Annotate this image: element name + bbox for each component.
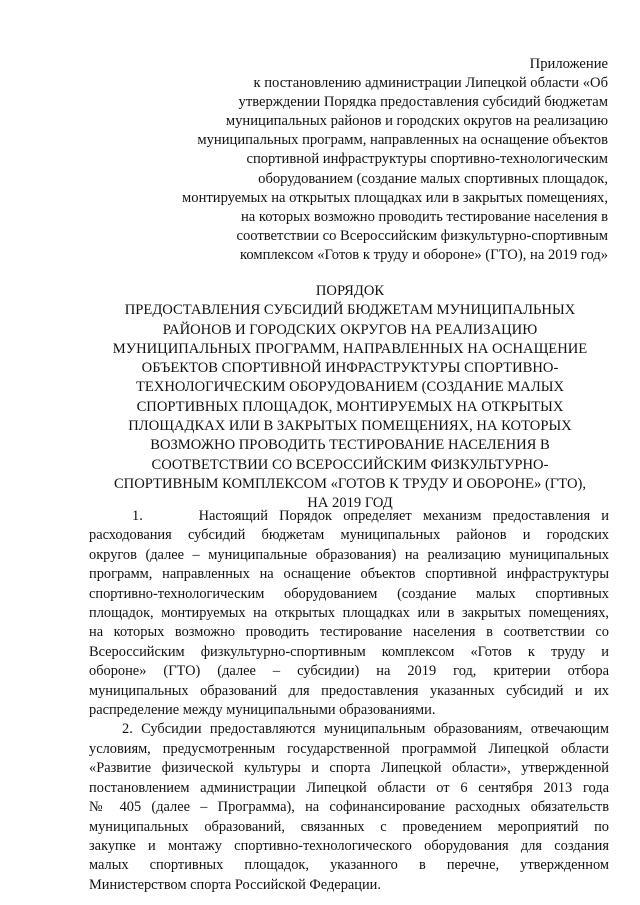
appendix-line: на которых возможно проводить тестирование населения в xyxy=(240,208,608,225)
appendix-line: комплексом «Готов к труду и обороне» (ГТО), на 2019 год» xyxy=(239,246,608,263)
paragraph-line: 1. Настоящий Порядок определяет механизм предоставления и xyxy=(132,508,609,524)
appendix-line: утверждении Порядка предоставления субсидий бюджетам xyxy=(238,94,608,111)
title-line: НА 2019 ГОД xyxy=(307,495,393,512)
paragraph-line: Всероссийским физкультурно-спортивным комплексом «Готов к труду и xyxy=(89,643,609,660)
paragraph-line: закупке и монтажу спортивно-технологического оборудования для создания xyxy=(89,837,609,854)
appendix-line: муниципальных программ, направленных на оснащение объектов xyxy=(197,132,608,149)
paragraph-line: муниципальных образований для предоставления указанных субсидий и их xyxy=(89,682,609,699)
paragraph-line: Министерством спорта Российской Федерации. xyxy=(89,876,381,893)
title-line: СПОРТИВНЫМ КОМПЛЕКСОМ «ГОТОВ К ТРУДУ И ОБОРОНЕ» (ГТО), xyxy=(113,475,587,492)
appendix-header xyxy=(150,55,608,265)
appendix-line: спортивной инфраструктуры спортивно-технологическим xyxy=(246,151,608,168)
paragraph-line: 2. Субсидии предоставляются муниципальным образованиям, отвечающим xyxy=(122,721,609,738)
title-line: ВОЗМОЖНО ПРОВОДИТЬ ТЕСТИРОВАНИЕ НАСЕЛЕНИЯ В xyxy=(150,437,550,454)
title-line: СПОРТИВНЫХ ПЛОЩАДОК, МОНТИРУЕМЫХ НА ОТКРЫТЫХ xyxy=(136,398,564,415)
paragraph-line: площадок, монтируемых на открытых площадках или в закрытых помещениях, xyxy=(89,605,609,622)
paragraph-line: обороне» (ГТО) (далее – субсидии) на 2019 год, критерии отбора xyxy=(89,663,609,680)
paragraph-2 xyxy=(89,720,609,895)
title-line: СООТВЕТСТВИИ СО ВСЕРОССИЙСКИМ ФИЗКУЛЬТУРНО- xyxy=(151,456,549,473)
appendix-line: Приложение xyxy=(529,56,608,72)
paragraph-line: № 405 (далее – Программа), на софинансирование расходных обязательств xyxy=(89,799,609,816)
paragraph-line: программ, направленных на оснащение объектов спортивной инфраструктуры xyxy=(89,566,609,583)
title-line: МУНИЦИПАЛЬНЫХ ПРОГРАММ, НАПРАВЛЕННЫХ НА ОСНАЩЕНИЕ xyxy=(112,340,588,357)
appendix-line: муниципальных районов и городских округов на реализацию xyxy=(225,113,608,130)
title-line: ТЕХНОЛОГИЧЕСКИМ ОБОРУДОВАНИЕМ (СОЗДАНИЕ МАЛЫХ xyxy=(136,379,564,396)
paragraph-line: условиям, предусмотренным государственной программой Липецкой области xyxy=(89,740,609,757)
paragraph-line: «Развитие физической культуры и спорта Липецкой области», утвержденной xyxy=(89,760,609,777)
paragraph-line: спортивно-технологическим оборудованием (создание малых спортивных xyxy=(89,585,609,602)
paragraph-line: на которых возможно проводить тестирование населения в соответствии со xyxy=(89,624,609,641)
document-title xyxy=(86,282,614,514)
paragraph-line: округов (далее – муниципальные образования) на реализацию муниципальных xyxy=(89,546,609,563)
appendix-line: к постановлению администрации Липецкой области «Об xyxy=(253,75,608,92)
title-line: ПОРЯДОК xyxy=(315,283,385,299)
paragraph-line: постановлением администрации Липецкой области от 6 сентября 2013 года xyxy=(89,779,609,796)
title-line: ПРЕДОСТАВЛЕНИЯ СУБСИДИЙ БЮДЖЕТАМ МУНИЦИПАЛЬНЫХ xyxy=(124,302,576,319)
appendix-line: соответствии со Всероссийским физкультурно-спортивным xyxy=(236,227,608,244)
document-body xyxy=(89,507,609,895)
paragraph-line: муниципальных образований, связанных с проведением мероприятий по xyxy=(89,818,609,835)
title-line: РАЙОНОВ И ГОРОДСКИХ ОКРУГОВ НА РЕАЛИЗАЦИЮ xyxy=(162,321,538,338)
title-line: ОБЪЕКТОВ СПОРТИВНОЙ ИНФРАСТРУКТУРЫ СПОРТИВНО- xyxy=(141,360,559,377)
paragraph-line: распределение между муниципальными образованиями. xyxy=(89,702,436,719)
paragraph-line: расходования субсидий бюджетам муниципальных районов и городских xyxy=(89,527,609,544)
paragraph-line: малых спортивных площадок, указанного в перечне, утвержденном xyxy=(89,857,609,874)
paragraph-1 xyxy=(89,507,609,720)
appendix-line: оборудованием (создание малых спортивных площадок, xyxy=(258,170,608,187)
appendix-line: монтируемых на открытых площадках или в закрытых помещениях, xyxy=(182,189,608,206)
title-line: ПЛОЩАДКАХ ИЛИ В ЗАКРЫТЫХ ПОМЕЩЕНИЯХ, НА КОТОРЫХ xyxy=(128,418,572,435)
